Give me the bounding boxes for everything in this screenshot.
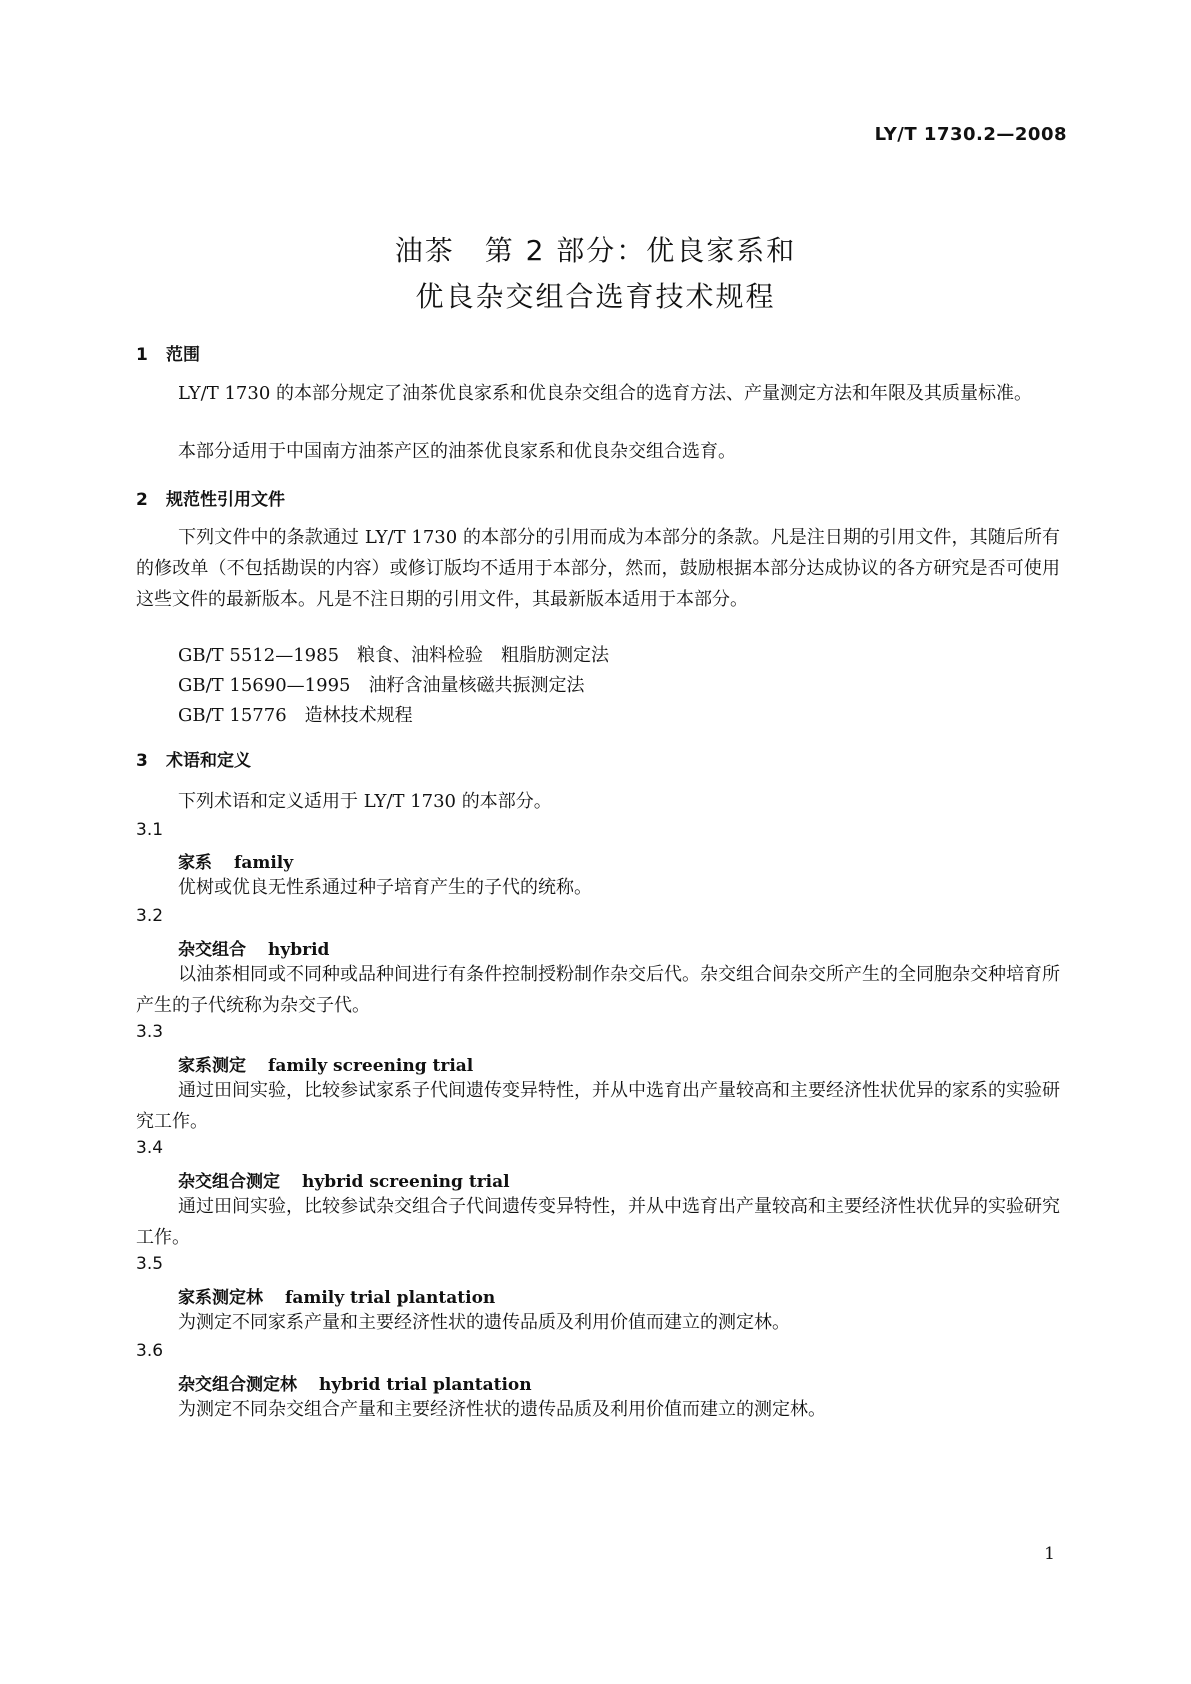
section-title: 规范性引用文件: [166, 490, 285, 510]
term-definition: [136, 1394, 1060, 1425]
term-zh: 杂交组合: [178, 940, 246, 960]
clause-number: 3.6: [136, 1341, 164, 1361]
term-zh: 杂交组合测定: [178, 1172, 280, 1192]
title-line-2: 优良杂交组合选育技术规程: [415, 280, 776, 313]
section-number: 1: [136, 345, 148, 365]
term-zh: 家系测定: [178, 1056, 246, 1076]
paragraph: [136, 522, 1060, 615]
term-definition: [136, 872, 1060, 903]
section-title: 范围: [166, 345, 200, 365]
paragraph-text: 下列术语和定义适用于 LY/T 1730 的本部分。: [178, 791, 552, 812]
definition-text: 通过田间实验，比较参试杂交组合子代间遗传变异特性，并从中选育出产量较高和主要经济性状优异的实验研究工作。: [136, 1196, 1060, 1248]
standard-code: LY/T 1730.2—2008: [874, 124, 1067, 145]
section-heading-scope: [136, 340, 200, 365]
document-title: [0, 228, 1191, 320]
reference-item: GB/T 15776 造林技术规程: [178, 705, 413, 726]
term-heading: [178, 1370, 532, 1395]
definition-text: 为测定不同杂交组合产量和主要经济性状的遗传品质及利用价值而建立的测定林。: [178, 1399, 826, 1420]
paragraph-text: 本部分适用于中国南方油茶产区的油茶优良家系和优良杂交组合选育。: [178, 441, 736, 462]
term-en: hybrid: [268, 940, 330, 960]
term-zh: 家系测定林: [178, 1288, 263, 1308]
term-heading: [178, 1051, 473, 1076]
paragraph-text: 下列文件中的条款通过 LY/T 1730 的本部分的引用而成为本部分的条款。凡是注日期的引用文件，其随后所有的修改单（不包括勘误的内容）或修订版均不适用于本部分，然而，鼓励根据本部分达成协议的各方研究是否可使用这些文件的最新版本。凡是不注日期的引用文件，其最新版本适用于本部分。: [136, 527, 1060, 610]
paragraph-text: LY/T 1730 的本部分规定了油茶优良家系和优良杂交组合的选育方法、产量测定方法和年限及其质量标准。: [178, 383, 1033, 404]
paragraph: [136, 786, 1060, 817]
term-heading: [178, 848, 293, 873]
definition-text: 为测定不同家系产量和主要经济性状的遗传品质及利用价值而建立的测定林。: [178, 1312, 790, 1333]
title-line-1: 油茶 第 2 部分：优良家系和: [394, 234, 797, 267]
definition-text: 通过田间实验，比较参试家系子代间遗传变异特性，并从中选育出产量较高和主要经济性状优异的家系的实验研究工作。: [136, 1080, 1060, 1132]
section-number: 2: [136, 490, 148, 510]
term-heading: [178, 1283, 495, 1308]
definition-text: 以油茶相同或不同种或品种间进行有条件控制授粉制作杂交后代。杂交组合间杂交所产生的全同胞杂交种培育所产生的子代统称为杂交子代。: [136, 964, 1060, 1016]
section-heading-normative-references: [136, 485, 285, 510]
term-heading: [178, 1167, 510, 1192]
reference-item: GB/T 15690—1995 油籽含油量核磁共振测定法: [178, 675, 585, 696]
term-heading: [178, 935, 329, 960]
term-definition: [136, 1307, 1060, 1338]
section-title: 术语和定义: [166, 751, 251, 771]
term-definition: [136, 1075, 1060, 1137]
clause-number: 3.1: [136, 820, 164, 840]
paragraph: [136, 378, 1060, 409]
page-number: 1: [1044, 1544, 1055, 1564]
clause-number: 3.5: [136, 1254, 164, 1274]
term-definition: [136, 959, 1060, 1021]
term-en: family: [234, 853, 294, 873]
section-heading-terms-definitions: [136, 746, 251, 771]
clause-number: 3.3: [136, 1022, 164, 1042]
definition-text: 优树或优良无性系通过种子培育产生的子代的统称。: [178, 877, 592, 898]
term-zh: 家系: [178, 853, 212, 873]
term-en: hybrid screening trial: [302, 1172, 510, 1192]
term-en: family screening trial: [268, 1056, 474, 1076]
term-en: hybrid trial plantation: [319, 1375, 532, 1395]
paragraph: [136, 436, 1060, 467]
clause-number: 3.4: [136, 1138, 164, 1158]
section-number: 3: [136, 751, 148, 771]
term-zh: 杂交组合测定林: [178, 1375, 297, 1395]
reference-item: GB/T 5512—1985 粮食、油料检验 粗脂肪测定法: [178, 645, 610, 666]
clause-number: 3.2: [136, 906, 164, 926]
term-en: family trial plantation: [285, 1288, 496, 1308]
term-definition: [136, 1191, 1060, 1253]
